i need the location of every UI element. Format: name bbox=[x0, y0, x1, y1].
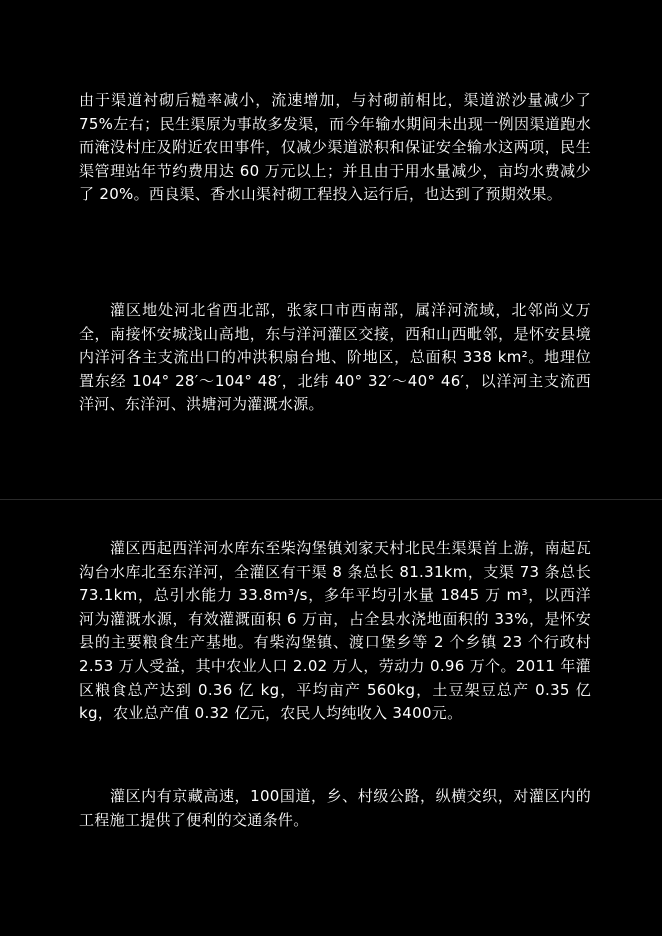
paragraph-lining-benefits: 由于渠道衬砌后糙率减小，流速增加，与衬砌前相比，渠道淤沙量减少了75%左右；民生渠原为事故多发渠，而今年输水期间未出现一例因渠道跑水而淹没村庄及附近农田事件，仅减少渠道淤积和保证安全输水这两项，民生渠管理站年节约费用达 60 万元以上；并且由于用水量减少，亩均水费减少了 20%。西良渠、香水山渠衬砌工程投入运行后，也达到了预期效果。 bbox=[79, 91, 591, 204]
paragraph-irrigation-scope: 灌区西起西洋河水库东至柴沟堡镇刘家天村北民生渠渠首上游，南起瓦沟台水库北至东洋河，全灌区有干渠 8 条总长 81.31km，支渠 73 条总长 73.1km，总引水能力 33.8m³/s，多年平均引水量 1845 万 m³，以西洋河为灌溉水源，有效灌溉面积 6 万亩，占全县水浇地面积的 33%，是怀安县的主要粮食生产基地。有柴沟堡镇、渡口堡乡等 2 个乡镇 23 个行政村 2.53 万人受益，其中农业人口 2.02 万人，劳动力 0.96 万个。2011 年灌区粮食总产达到 0.36 亿 kg，平均亩产 560kg，土豆架豆总产 0.35 亿 kg，农业总产值 0.32 亿元，农民人均纯收入 3400元。 bbox=[79, 539, 591, 723]
paragraph-location: 灌区地处河北省西北部，张家口市西南部，属洋河流域，北邻尚义万全，南接怀安城浅山高地，东与洋河灌区交接，西和山西毗邻，是怀安县境内洋河各主支流出口的冲洪积扇台地、阶地区，总面积 338 km²。地理位置东经 104° 28′～104° 48′，北纬 40° 32′～40° 46′，以洋河主支流西洋河、东洋河、洪塘河为灌溉水源。 bbox=[79, 301, 591, 414]
page-divider bbox=[0, 499, 662, 500]
paragraph-transportation: 灌区内有京藏高速，100国道，乡、村级公路，纵横交织，对灌区内的工程施工提供了便利的交通条件。 bbox=[79, 787, 591, 829]
